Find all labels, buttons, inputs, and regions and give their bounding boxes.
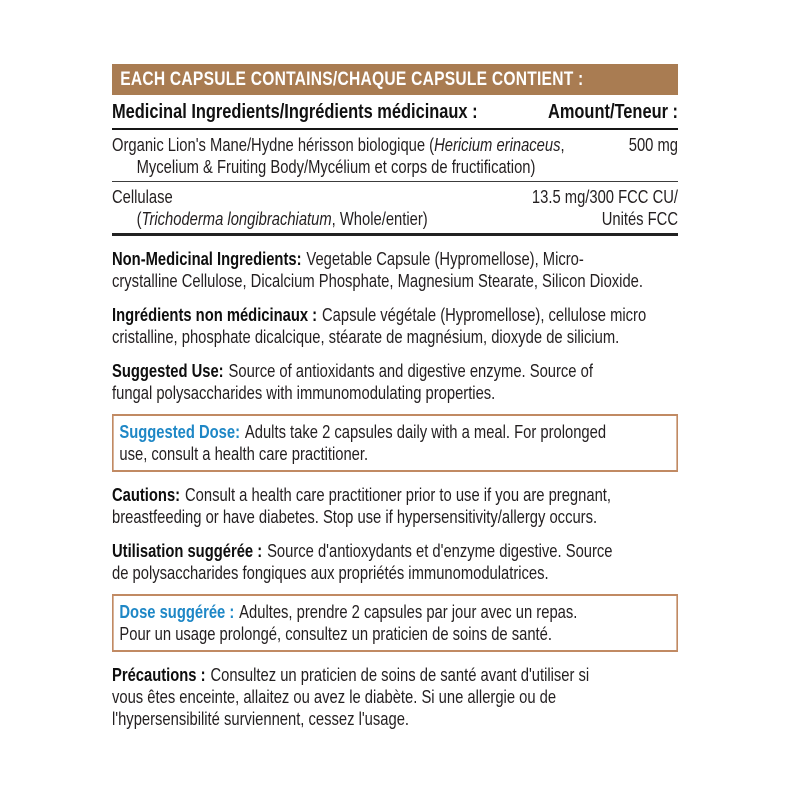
ingredient-row-cellulase (112, 182, 678, 233)
section-text: Consultez un praticien de soins de santé avant d'utiliser si (210, 665, 590, 685)
ingredient-amount (524, 186, 678, 230)
section-line (112, 248, 678, 270)
section-utilisation-suggeree (112, 540, 678, 584)
section-label: Précautions : (112, 665, 206, 685)
suggested-dose-box (112, 414, 678, 472)
section-line (119, 601, 670, 623)
section-line (112, 664, 678, 686)
ingredient-name-line1: Cellulase (112, 187, 173, 207)
ingredient-name-text-after: , (560, 135, 565, 155)
section-text: Consult a health care practitioner prior to use if you are pregnant, (185, 485, 611, 505)
section-line (112, 484, 678, 506)
amount-heading: Amount/Teneur : (547, 101, 679, 123)
section-suggested-use (112, 360, 678, 404)
section-line: breastfeeding or have diabetes. Stop use if hypersensitivity/allergy occurs. (112, 507, 598, 527)
section-label: Ingrédients non médicinaux : (112, 305, 318, 325)
dose-suggeree-label: Dose suggérée : (119, 602, 235, 622)
ingredient-name-text: Organic Lion's Mane/Hydne hérisson biologique ( (112, 135, 435, 155)
section-text: Adultes, prendre 2 capsules par jour avec un repas. (239, 602, 578, 622)
amount-value-line2: Unités FCC (601, 209, 679, 229)
paren-open: ( (136, 209, 142, 229)
section-line: crystalline Cellulose, Dicalcium Phosphate, Magnesium Stearate, Silicon Dioxide. (112, 271, 643, 291)
section-line: de polysaccharides fongiques aux propriétés immunomodulatrices. (112, 563, 549, 583)
section-label: Cautions: (112, 485, 181, 505)
section-line: Pour un usage prolongé, consultez un praticien de soins de santé. (119, 624, 552, 644)
suggested-dose-label: Suggested Dose: (119, 422, 240, 442)
section-text: Vegetable Capsule (Hypromellose), Micro- (306, 249, 584, 269)
ingredient-name-line1 (112, 134, 621, 156)
section-text: Source d'antioxydants et d'enzyme digestive. Source (267, 541, 613, 561)
ingredient-amount (621, 134, 678, 178)
section-label: Suggested Use: (112, 361, 224, 381)
dose-suggeree-box (112, 594, 678, 652)
section-line (119, 421, 670, 443)
section-line (112, 360, 678, 382)
table-bottom-rule (112, 233, 678, 236)
section-label: Utilisation suggérée : (112, 541, 263, 561)
species-name-italic: Hericium erinaceus (434, 135, 561, 155)
section-cautions (112, 484, 678, 528)
section-label: Non-Medicinal Ingredients: (112, 249, 302, 269)
ingredient-row-lions-mane (112, 130, 678, 181)
section-text: Capsule végétale (Hypromellose), cellulose micro (322, 305, 647, 325)
section-text: Source of antioxidants and digestive enzyme. Source of (228, 361, 593, 381)
ingredient-name (112, 134, 621, 178)
section-line: use, consult a health care practitioner. (119, 444, 369, 464)
ingredient-name-line2: Mycelium & Fruiting Body/Mycélium et corps de fructification) (136, 157, 536, 177)
medicinal-ingredients-heading: Medicinal Ingredients/Ingrédients médicinaux : (112, 101, 478, 123)
section-line: fungal polysaccharides with immunomodulating properties. (112, 383, 496, 403)
section-line: cristalline, phosphate dicalcique, stéarate de magnésium, dioxyde de silicium. (112, 327, 620, 347)
section-line (112, 304, 678, 326)
label-header-text: EACH CAPSULE CONTAINS/CHAQUE CAPSULE CONTIENT : (120, 69, 584, 90)
label-header-bar (112, 64, 678, 95)
section-line (112, 540, 678, 562)
ingredient-name-text-after: , Whole/entier) (331, 209, 428, 229)
ingredients-table-header (112, 101, 678, 130)
section-text: Adults take 2 capsules daily with a meal. For prolonged (244, 422, 607, 442)
amount-value-line1: 13.5 mg/300 FCC CU/ (531, 187, 679, 207)
section-non-medicinal-en (112, 248, 678, 292)
section-precautions (112, 664, 678, 730)
ingredient-name (112, 186, 524, 230)
species-name-italic: Trichoderma longibrachiatum (141, 209, 332, 229)
label-content (112, 64, 678, 730)
section-non-medicinal-fr (112, 304, 678, 348)
section-line: l'hypersensibilité surviennent, cessez l'usage. (112, 709, 410, 729)
ingredient-name-line2 (112, 208, 524, 230)
section-line: vous êtes enceinte, allaitez ou avez le diabète. Si une allergie ou de (112, 687, 557, 707)
amount-value: 500 mg (628, 135, 679, 155)
condensed-wrapper (112, 64, 678, 730)
